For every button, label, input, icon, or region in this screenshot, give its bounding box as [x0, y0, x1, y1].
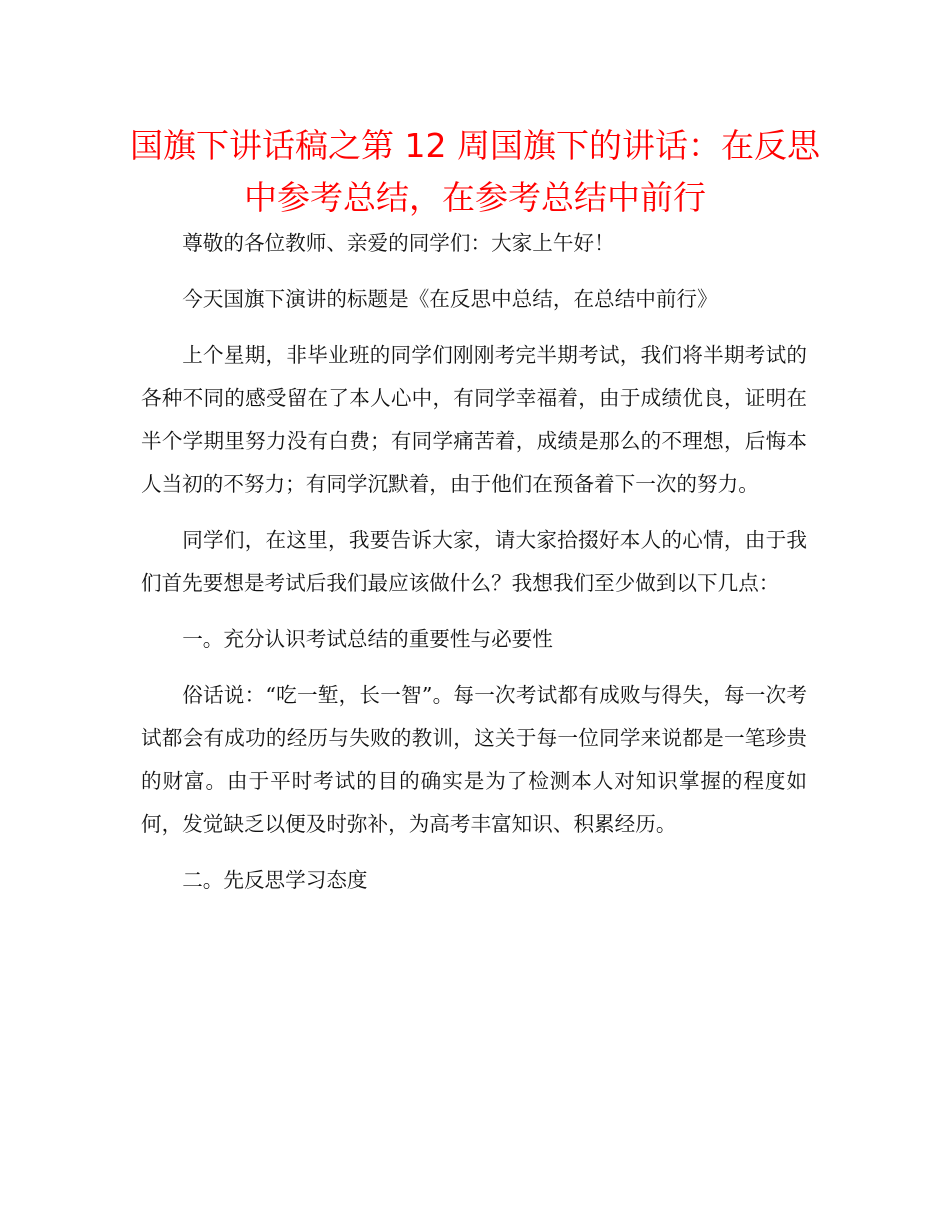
point-one-heading: 一。充分认识考试总结的重要性与必要性 [182, 627, 553, 651]
document-body [141, 222, 807, 915]
document-title: 国旗下讲话稿之第 12 周国旗下的讲话：在反思中参考总结，在参考总结中前行 [130, 126, 820, 217]
greeting-paragraph: 尊敬的各位教师、亲爱的同学们：大家上午好！ [182, 231, 615, 255]
call-to-action-paragraph: 同学们，在这里，我要告诉大家，请大家拾掇好本人的心情，由于我们首先要想是考试后我们最应该做什么？我想我们至少做到以下几点： [141, 528, 807, 595]
point-one-paragraph: 俗话说：“吃一堑，长一智”。每一次考试都有成败与得失，每一次考试都会有成功的经历与失败的教训，这关于每一位同学来说都是一笔珍贵的财富。由于平时考试的目的确实是为了检测本人对知识掌握的程度如何，发觉缺乏以便及时弥补，为高考丰富知识、积累经历。 [141, 683, 807, 836]
topic-paragraph: 今天国旗下演讲的标题是《在反思中总结，在总结中前行》 [182, 287, 718, 311]
exam-feelings-paragraph: 上个星期，非毕业班的同学们刚刚考完半期考试，我们将半期考试的各种不同的感受留在了本人心中，有同学幸福着，由于成绩优良，证明在半个学期里努力没有白费；有同学痛苦着，成绩是那么的不理想，后悔本人当初的不努力；有同学沉默着，由于他们在预备着下一次的努力。 [141, 343, 807, 496]
point-two-heading: 二。先反思学习态度 [182, 868, 368, 892]
